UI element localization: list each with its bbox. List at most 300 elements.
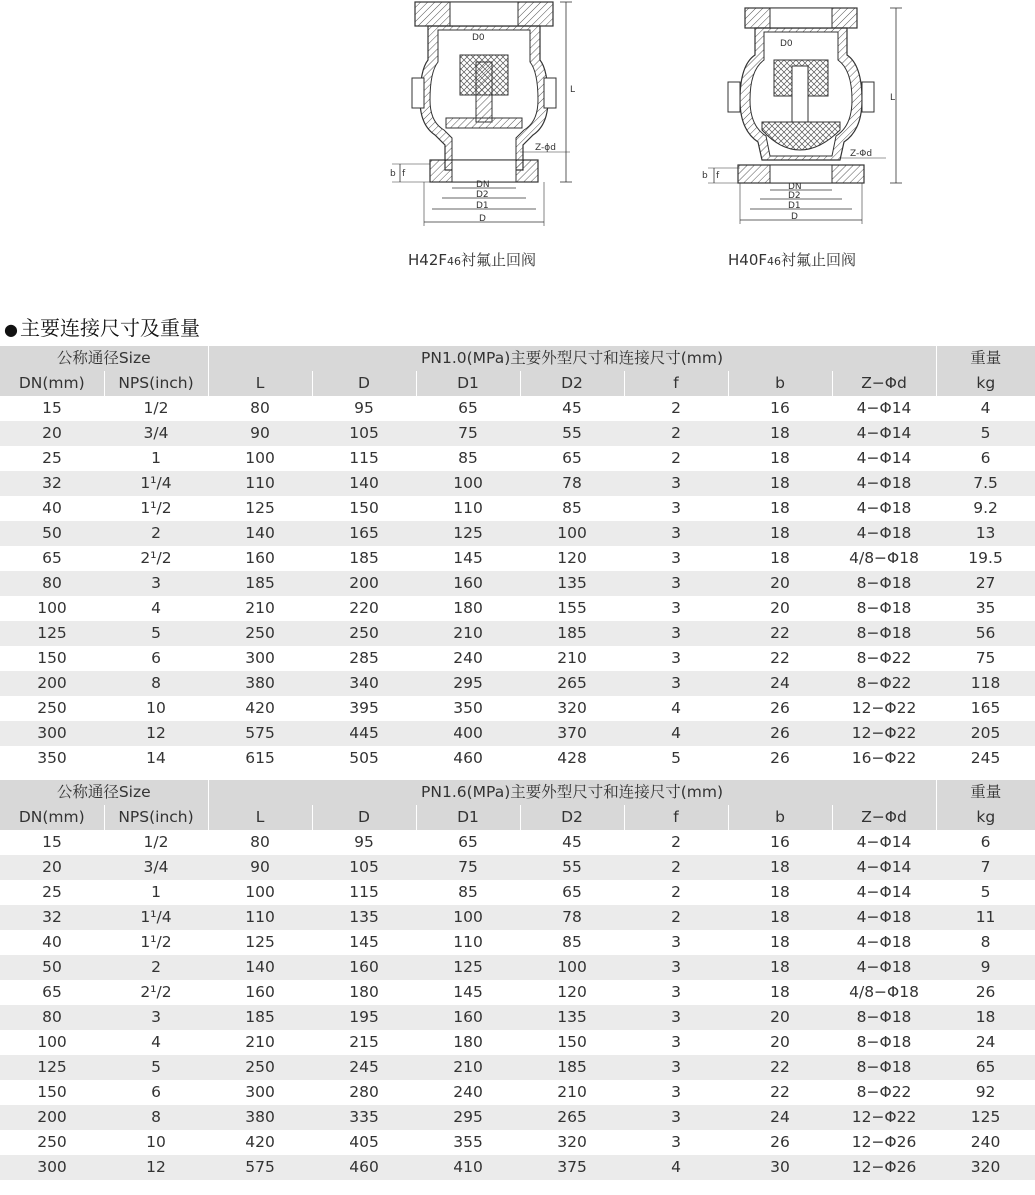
cell-d: 150 [312,496,416,521]
cell-zd: 4−Φ18 [832,930,936,955]
cell-zd: 12−Φ26 [832,1130,936,1155]
spec-table-pn10 [0,346,1035,771]
cell-d: 340 [312,671,416,696]
cell-f: 3 [624,646,728,671]
cell-d1: 210 [416,621,520,646]
cell-kg: 5 [936,421,1035,446]
cell-nps: 6 [104,646,208,671]
cell-nps: 2 [104,955,208,980]
cell-f: 3 [624,1130,728,1155]
table-row [0,1155,1035,1180]
cell-b: 16 [728,396,832,421]
cell-nps: 14 [104,746,208,771]
cell-d: 115 [312,880,416,905]
table-row [0,1105,1035,1130]
col-d: D [312,805,416,830]
section-title: ● 主要连接尺寸及重量 [4,316,200,340]
cell-zd: 4/8−Φ18 [832,980,936,1005]
cell-d1: 75 [416,855,520,880]
header-size: 公称通径Size [0,346,208,371]
cell-kg: 9.2 [936,496,1035,521]
cell-d2: 120 [520,546,624,571]
cell-zd: 8−Φ22 [832,1080,936,1105]
table-row [0,396,1035,421]
col-l: L [208,371,312,396]
cell-d: 395 [312,696,416,721]
col-d1: D1 [416,371,520,396]
cell-zd: 8−Φ22 [832,646,936,671]
cell-d: 145 [312,930,416,955]
cell-d2: 150 [520,1030,624,1055]
header-weight: 重量 [936,346,1035,371]
cell-dn: 350 [0,746,104,771]
cell-f: 3 [624,621,728,646]
cell-d2: 265 [520,671,624,696]
cell-b: 24 [728,1105,832,1130]
cell-kg: 245 [936,746,1035,771]
cell-d1: 145 [416,980,520,1005]
cell-d: 115 [312,446,416,471]
cell-b: 20 [728,571,832,596]
cell-d2: 65 [520,446,624,471]
cell-zd: 4−Φ14 [832,855,936,880]
cell-kg: 118 [936,671,1035,696]
cell-dn: 300 [0,721,104,746]
table-row [0,696,1035,721]
cell-d1: 110 [416,930,520,955]
table-header-row [0,346,1035,371]
label-l: L [570,85,576,95]
cell-dn: 125 [0,1055,104,1080]
col-b: b [728,371,832,396]
cell-nps: 3 [104,1005,208,1030]
cell-nps: 1 [104,880,208,905]
cell-d: 165 [312,521,416,546]
cell-dn: 125 [0,621,104,646]
cell-d2: 185 [520,1055,624,1080]
cell-b: 26 [728,1130,832,1155]
cell-f: 2 [624,855,728,880]
cell-l: 210 [208,1030,312,1055]
cell-d1: 180 [416,596,520,621]
cell-d1: 355 [416,1130,520,1155]
cell-dn: 80 [0,1005,104,1030]
cell-dn: 50 [0,521,104,546]
table-row [0,880,1035,905]
diagram-area [0,0,1035,280]
label-l-2: L [890,93,896,103]
col-nps: NPS(inch) [104,805,208,830]
valve-diagram-h42f46 [380,0,600,235]
cell-b: 26 [728,696,832,721]
cell-zd: 8−Φ18 [832,1055,936,1080]
cell-kg: 18 [936,1005,1035,1030]
cell-l: 110 [208,905,312,930]
table-row [0,471,1035,496]
cell-d1: 210 [416,1055,520,1080]
cell-l: 160 [208,546,312,571]
cell-l: 90 [208,421,312,446]
table-subheader-row [0,805,1035,830]
valve-drawing-h42 [380,0,600,235]
cell-nps: 3/4 [104,421,208,446]
cell-dn: 40 [0,496,104,521]
cell-nps: 10 [104,696,208,721]
col-zd: Z−Φd [832,371,936,396]
label-b-2: b [702,171,708,181]
label-f-2: f [716,171,720,181]
cell-kg: 5 [936,880,1035,905]
cell-b: 18 [728,446,832,471]
cell-kg: 24 [936,1030,1035,1055]
label-f: f [402,169,406,179]
table-row [0,1055,1035,1080]
cell-zd: 12−Φ22 [832,696,936,721]
col-zd: Z−Φd [832,805,936,830]
table-row [0,930,1035,955]
table-row [0,855,1035,880]
cell-l: 300 [208,1080,312,1105]
cell-d1: 125 [416,955,520,980]
cell-f: 4 [624,696,728,721]
cell-nps: 2 [104,521,208,546]
cell-l: 250 [208,1055,312,1080]
cell-f: 3 [624,955,728,980]
label-zd: Z-ϕd [535,143,556,153]
cell-b: 18 [728,980,832,1005]
cell-l: 160 [208,980,312,1005]
cell-l: 80 [208,830,312,855]
cell-d1: 160 [416,571,520,596]
cell-kg: 75 [936,646,1035,671]
cell-f: 2 [624,905,728,930]
cell-d1: 85 [416,880,520,905]
cell-dn: 250 [0,1130,104,1155]
valve-diagram-h40f46 [700,0,920,235]
cell-f: 3 [624,1105,728,1130]
cell-b: 20 [728,596,832,621]
cell-nps: 4 [104,596,208,621]
col-kg: kg [936,805,1035,830]
cell-d2: 428 [520,746,624,771]
cell-d2: 135 [520,1005,624,1030]
cell-kg: 4 [936,396,1035,421]
cell-d1: 110 [416,496,520,521]
cell-d2: 55 [520,421,624,446]
table-row [0,955,1035,980]
cell-nps: 1/2 [104,830,208,855]
cell-b: 30 [728,1155,832,1180]
cell-d: 460 [312,1155,416,1180]
cell-zd: 8−Φ22 [832,671,936,696]
cell-nps: 8 [104,1105,208,1130]
cell-f: 2 [624,880,728,905]
cell-d: 285 [312,646,416,671]
bullet-dot-icon: ● [4,320,18,339]
cell-kg: 240 [936,1130,1035,1155]
label-d2-2: D2 [788,191,801,201]
cell-l: 100 [208,446,312,471]
cell-b: 18 [728,855,832,880]
cell-kg: 125 [936,1105,1035,1130]
cell-nps: 8 [104,671,208,696]
cell-l: 125 [208,930,312,955]
cell-dn: 250 [0,696,104,721]
cell-d: 245 [312,1055,416,1080]
cell-f: 3 [624,930,728,955]
label-d2: D2 [476,190,489,200]
cell-f: 3 [624,596,728,621]
cell-f: 3 [624,521,728,546]
cell-f: 3 [624,496,728,521]
cell-d: 160 [312,955,416,980]
header-main: PN1.6(MPa)主要外型尺寸和连接尺寸(mm) [208,780,936,805]
cell-l: 615 [208,746,312,771]
cell-b: 18 [728,496,832,521]
cell-zd: 4−Φ14 [832,446,936,471]
col-d2: D2 [520,805,624,830]
cell-d1: 75 [416,421,520,446]
table-row [0,646,1035,671]
cell-d1: 350 [416,696,520,721]
label-d0-2: D0 [780,39,793,49]
cell-kg: 205 [936,721,1035,746]
cell-d: 185 [312,546,416,571]
cell-d: 180 [312,980,416,1005]
cell-nps: 3/4 [104,855,208,880]
cell-d2: 78 [520,471,624,496]
cell-kg: 7.5 [936,471,1035,496]
cell-d1: 240 [416,646,520,671]
cell-zd: 16−Φ22 [832,746,936,771]
cell-nps: 5 [104,1055,208,1080]
cell-d1: 65 [416,396,520,421]
cell-dn: 25 [0,880,104,905]
header-main: PN1.0(MPa)主要外型尺寸和连接尺寸(mm) [208,346,936,371]
cell-d: 105 [312,421,416,446]
cell-l: 380 [208,671,312,696]
cell-d1: 460 [416,746,520,771]
cell-b: 24 [728,671,832,696]
cell-nps: 1¹/2 [104,496,208,521]
table-row [0,905,1035,930]
cell-dn: 200 [0,1105,104,1130]
cell-nps: 4 [104,1030,208,1055]
cell-zd: 4−Φ14 [832,421,936,446]
cell-f: 2 [624,396,728,421]
cell-nps: 1¹/4 [104,905,208,930]
cell-b: 22 [728,621,832,646]
table-row [0,496,1035,521]
table-header-row [0,780,1035,805]
cell-b: 22 [728,646,832,671]
cell-d2: 155 [520,596,624,621]
cell-dn: 50 [0,955,104,980]
table-row [0,830,1035,855]
caption-h40f46: H40F46衬氟止回阀 [728,251,857,269]
table-row [0,621,1035,646]
col-l: L [208,805,312,830]
cell-l: 185 [208,1005,312,1030]
cell-f: 3 [624,471,728,496]
cell-zd: 12−Φ22 [832,721,936,746]
table-row [0,571,1035,596]
label-d1-2: D1 [788,201,801,211]
cell-d1: 295 [416,1105,520,1130]
cell-l: 125 [208,496,312,521]
label-dn: DN [476,180,490,190]
spec-table-pn16 [0,780,1035,1180]
cell-d1: 85 [416,446,520,471]
table-row [0,546,1035,571]
cell-nps: 12 [104,1155,208,1180]
cell-d: 505 [312,746,416,771]
label-d1: D1 [476,201,489,211]
cell-kg: 19.5 [936,546,1035,571]
cell-b: 22 [728,1080,832,1105]
cell-f: 3 [624,1055,728,1080]
cell-d: 215 [312,1030,416,1055]
cell-d1: 295 [416,671,520,696]
cell-nps: 2¹/2 [104,546,208,571]
cell-d2: 85 [520,496,624,521]
cell-nps: 1/2 [104,396,208,421]
cell-kg: 6 [936,446,1035,471]
col-d: D [312,371,416,396]
cell-l: 110 [208,471,312,496]
cell-kg: 65 [936,1055,1035,1080]
col-d1: D1 [416,805,520,830]
cell-d2: 55 [520,855,624,880]
cell-dn: 20 [0,855,104,880]
cell-l: 300 [208,646,312,671]
cell-d: 280 [312,1080,416,1105]
cell-f: 3 [624,1080,728,1105]
cell-b: 18 [728,421,832,446]
cell-d: 335 [312,1105,416,1130]
cell-dn: 65 [0,546,104,571]
cell-dn: 15 [0,830,104,855]
cell-zd: 8−Φ18 [832,596,936,621]
valve-drawing-h40 [700,0,920,235]
cell-f: 5 [624,746,728,771]
cell-kg: 11 [936,905,1035,930]
table-row [0,521,1035,546]
cell-l: 185 [208,571,312,596]
table-row [0,1030,1035,1055]
cell-l: 100 [208,880,312,905]
cell-nps: 1¹/4 [104,471,208,496]
table-row [0,596,1035,621]
cell-b: 20 [728,1005,832,1030]
cell-b: 18 [728,880,832,905]
cell-d2: 85 [520,930,624,955]
col-b: b [728,805,832,830]
col-nps: NPS(inch) [104,371,208,396]
cell-d2: 375 [520,1155,624,1180]
table-row [0,1080,1035,1105]
table-row [0,721,1035,746]
cell-b: 18 [728,521,832,546]
cell-b: 18 [728,471,832,496]
cell-l: 140 [208,955,312,980]
cell-f: 3 [624,671,728,696]
cell-dn: 25 [0,446,104,471]
cell-d2: 100 [520,521,624,546]
cell-dn: 150 [0,646,104,671]
cell-zd: 12−Φ26 [832,1155,936,1180]
cell-d2: 370 [520,721,624,746]
cell-b: 22 [728,1055,832,1080]
cell-zd: 8−Φ18 [832,621,936,646]
cell-kg: 13 [936,521,1035,546]
cell-zd: 4/8−Φ18 [832,546,936,571]
col-kg: kg [936,371,1035,396]
cell-d2: 78 [520,905,624,930]
table-row [0,1130,1035,1155]
cell-d1: 240 [416,1080,520,1105]
cell-d1: 65 [416,830,520,855]
cell-nps: 1 [104,446,208,471]
cell-zd: 8−Φ18 [832,1030,936,1055]
cell-nps: 10 [104,1130,208,1155]
cell-d2: 210 [520,1080,624,1105]
cell-dn: 15 [0,396,104,421]
cell-zd: 4−Φ18 [832,471,936,496]
cell-b: 18 [728,905,832,930]
cell-kg: 27 [936,571,1035,596]
cell-kg: 9 [936,955,1035,980]
cell-l: 80 [208,396,312,421]
cell-d: 95 [312,830,416,855]
cell-l: 140 [208,521,312,546]
cell-f: 3 [624,1030,728,1055]
cell-d: 95 [312,396,416,421]
cell-d2: 135 [520,571,624,596]
cell-l: 575 [208,721,312,746]
cell-l: 575 [208,1155,312,1180]
cell-dn: 100 [0,596,104,621]
col-dn: DN(mm) [0,805,104,830]
cell-d2: 120 [520,980,624,1005]
col-d2: D2 [520,371,624,396]
cell-dn: 100 [0,1030,104,1055]
cell-zd: 12−Φ22 [832,1105,936,1130]
cell-d2: 210 [520,646,624,671]
cell-kg: 26 [936,980,1035,1005]
cell-zd: 4−Φ18 [832,905,936,930]
cell-f: 3 [624,980,728,1005]
header-weight: 重量 [936,780,1035,805]
cell-d: 405 [312,1130,416,1155]
cell-d1: 180 [416,1030,520,1055]
cell-dn: 200 [0,671,104,696]
cell-zd: 8−Φ18 [832,571,936,596]
cell-zd: 4−Φ14 [832,880,936,905]
cell-kg: 92 [936,1080,1035,1105]
cell-dn: 40 [0,930,104,955]
cell-d1: 100 [416,471,520,496]
header-size: 公称通径Size [0,780,208,805]
cell-l: 420 [208,696,312,721]
cell-dn: 65 [0,980,104,1005]
label-d-2: D [791,212,798,222]
cell-nps: 5 [104,621,208,646]
cell-d2: 65 [520,880,624,905]
cell-d2: 45 [520,830,624,855]
cell-nps: 12 [104,721,208,746]
cell-d: 250 [312,621,416,646]
